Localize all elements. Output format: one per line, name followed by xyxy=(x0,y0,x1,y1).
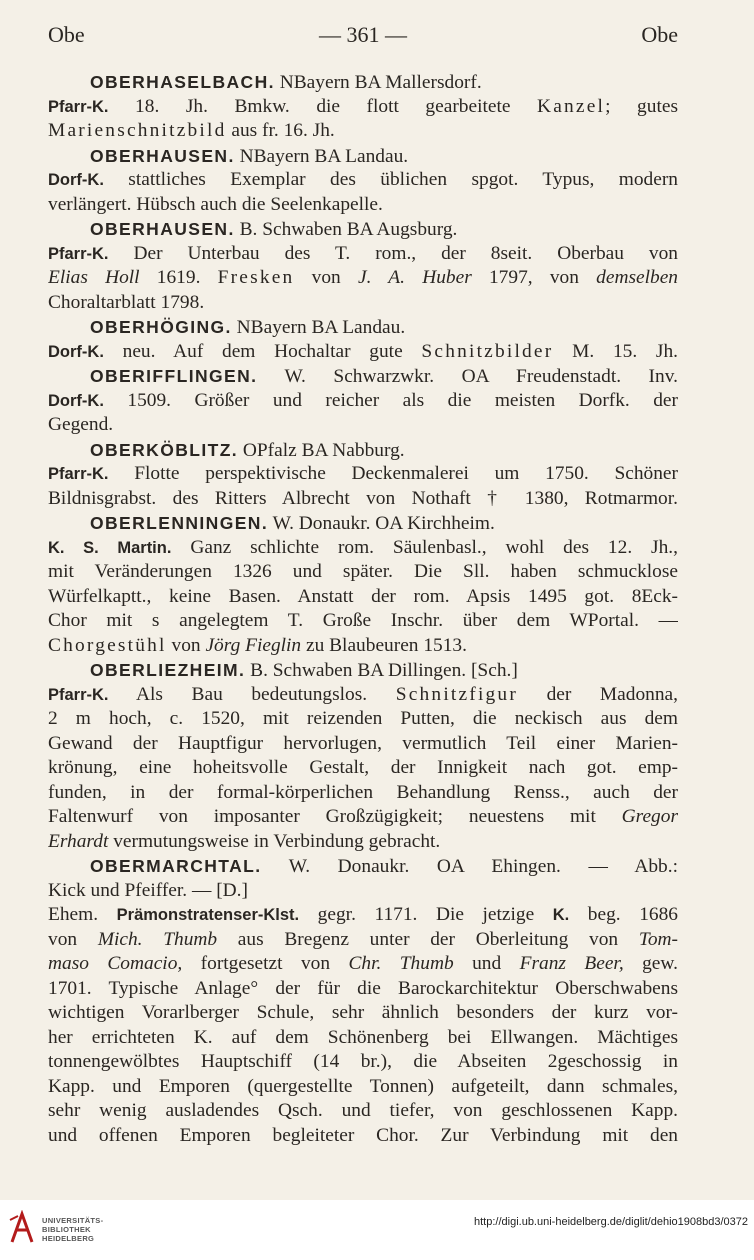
text-line xyxy=(48,952,678,977)
text-span: NBayern BA Landau. xyxy=(234,145,409,167)
text-line xyxy=(48,658,678,683)
text-span: mit Veränderungen 1326 und später. Die Sll. haben schmucklose xyxy=(48,561,678,582)
text-span: gegr. 1171. Die jetzige xyxy=(299,904,553,925)
text-span: Der Unterbau des T. rom., der 8seit. Oberbau von xyxy=(108,242,678,264)
building-label: K. xyxy=(552,906,570,924)
text-line xyxy=(48,609,678,634)
text-line xyxy=(48,1026,678,1051)
text-line xyxy=(48,1001,678,1026)
library-logo-icon xyxy=(8,1210,36,1244)
text-span: fortgesetzt von xyxy=(182,953,349,974)
text-span: Schnitzbilder xyxy=(421,340,554,362)
text-line xyxy=(48,928,678,953)
entry-text xyxy=(48,70,678,1148)
source-url[interactable]: http://digi.ub.uni-heidelberg.de/diglit/dehio1908bd3/0372 xyxy=(474,1216,748,1228)
building-label: Prämonstratenser-Klst. xyxy=(116,906,300,924)
text-span: Tom- xyxy=(638,928,678,950)
institution-name: UNIVERSITÄTS- BIBLIOTHEK HEIDELBERG xyxy=(42,1216,104,1243)
text-line xyxy=(48,903,678,928)
text-span: 18. Jh. Bmkw. die flott gearbeitete xyxy=(108,95,538,117)
text-span: maso Comacio, xyxy=(48,953,183,974)
text-span: Gewand der Hauptfigur hervorlugen, vermutlich Teil einer Marien- xyxy=(48,732,678,754)
text-line xyxy=(48,193,678,218)
text-span: Faltenwurf von imposanter Großzügigkeit; neuestens mit xyxy=(48,806,622,827)
text-span: Erhardt xyxy=(48,830,109,852)
text-span: von xyxy=(294,267,358,288)
text-span: krönung, eine hoheitsvolle Gestalt, der Innigkeit nach got. emp- xyxy=(48,757,678,778)
text-span: stattliches Exemplar des üblichen spgot. Typus, modern xyxy=(103,169,678,190)
text-span: 1701. Typische Anlage° der für die Barockarchitektur Oberschwabens xyxy=(48,977,678,999)
header-left: Obe xyxy=(48,22,85,47)
text-line xyxy=(48,756,678,781)
text-line xyxy=(48,977,678,1002)
text-span: Flotte perspektivische Deckenmalerei um 1750. Schöner xyxy=(108,463,678,484)
text-span: M. 15. Jh. xyxy=(553,340,678,362)
text-line xyxy=(48,95,678,120)
building-label: Dorf-K. xyxy=(48,171,104,189)
footer-bar xyxy=(0,1200,754,1260)
text-span: Marienschnitzbild xyxy=(48,120,227,141)
text-span: Chor mit s angelegtem T. Große Inschr. über dem WPortal. — xyxy=(48,610,678,631)
text-span: NBayern BA Mallersdorf. xyxy=(274,72,482,93)
building-label: Dorf-K. xyxy=(48,342,104,361)
text-span: Ehem. xyxy=(48,904,117,925)
text-line xyxy=(48,119,678,144)
text-line xyxy=(48,266,678,291)
text-span: J. A. Huber xyxy=(357,267,472,288)
text-span: 2 m hoch, c. 1520, mit reizenden Putten, die neckisch aus dem xyxy=(48,708,678,729)
text-line xyxy=(48,70,678,95)
text-span: zu Blaubeuren 1513. xyxy=(301,634,467,656)
text-line xyxy=(48,462,678,487)
text-span: Würfelkaptt., keine Basen. Anstatt der rom. Apsis 1495 got. 8Eck- xyxy=(48,585,678,607)
text-line xyxy=(48,413,678,438)
text-span: Als Bau bedeutungslos. xyxy=(108,683,396,705)
building-label: K. S. Martin. xyxy=(48,538,172,557)
place-heading: OBERLIEZHEIM. xyxy=(90,660,246,680)
text-line xyxy=(48,1075,678,1100)
place-heading: OBERMARCHTAL. xyxy=(90,856,262,876)
text-span: Bildnisgrabst. des Ritters Albrecht von Nothaft † 1380, Rotmarmor. xyxy=(48,487,678,509)
text-span: von xyxy=(48,928,98,950)
text-span: von xyxy=(166,634,206,656)
text-line xyxy=(48,168,678,193)
text-span: B. Schwaben BA Dillingen. [Sch.] xyxy=(245,660,518,681)
text-span: Fresken xyxy=(217,267,295,288)
text-line xyxy=(48,1124,678,1149)
text-span: W. Donaukr. OA Ehingen. — Abb.: xyxy=(261,856,678,877)
building-label: Pfarr-K. xyxy=(48,97,109,116)
text-line xyxy=(48,1050,678,1075)
header-right: Obe xyxy=(641,22,678,47)
place-heading: OBERHAUSEN. xyxy=(90,219,235,239)
text-span: Chr. Thumb xyxy=(348,953,454,974)
text-span: und offenen Emporen begleiteter Chor. Zur Verbindung mit den xyxy=(48,1124,678,1146)
text-line xyxy=(48,217,678,242)
text-line xyxy=(48,340,678,365)
text-span: 1797, von xyxy=(471,267,597,288)
text-line xyxy=(48,560,678,585)
text-span: Gregor xyxy=(621,806,678,827)
text-span: ; gutes xyxy=(605,95,678,117)
place-heading: OBERHÖGING. xyxy=(90,317,232,337)
text-span: beg. 1686 xyxy=(569,904,678,925)
text-span: wichtigen Vorarlberger Schule, sehr ähnlich besonders der kurz vor- xyxy=(48,1002,678,1023)
running-header xyxy=(48,22,678,56)
place-heading: OBERHASELBACH. xyxy=(90,72,275,92)
text-span: und xyxy=(453,953,520,974)
text-line xyxy=(48,291,678,316)
text-span: Schnitzfigur xyxy=(395,683,518,705)
text-span: NBayern BA Landau. xyxy=(231,317,406,338)
text-line xyxy=(48,511,678,536)
text-span: Kanzel xyxy=(537,95,606,117)
text-span: demselben xyxy=(596,267,678,288)
text-line xyxy=(48,389,678,414)
text-span: tonnengewölbtes Hauptschiff (14 br.), die Abseiten 2geschossig in xyxy=(48,1051,678,1072)
text-line xyxy=(48,805,678,830)
text-span: Ganz schlichte rom. Säulenbasl., wohl des 12. Jh., xyxy=(171,536,678,558)
text-line xyxy=(48,585,678,610)
building-label: Dorf-K. xyxy=(48,391,104,410)
text-span: Franz Beer, xyxy=(519,953,624,974)
text-span: OPfalz BA Nabburg. xyxy=(238,439,405,461)
text-span: Elias Holl xyxy=(48,267,140,288)
building-label: Pfarr-K. xyxy=(48,465,109,483)
text-span: Jörg Fieglin xyxy=(205,634,302,656)
text-span: funden, in der formal-körperlichen Behandlung Renss., auch der xyxy=(48,781,678,803)
text-line xyxy=(48,438,678,463)
text-span: neu. Auf dem Hochaltar gute xyxy=(103,340,422,362)
text-span: Kick und Pfeiffer. — [D.] xyxy=(48,879,248,901)
text-line xyxy=(48,879,678,904)
text-span: 1619. xyxy=(139,267,218,288)
text-span: W. Schwarzwkr. OA Freudenstadt. Inv. xyxy=(257,366,678,387)
text-span: 1509. Größer und reicher als die meisten Dorfk. der xyxy=(103,389,678,411)
text-span: aus Bregenz unter der Oberleitung von xyxy=(217,928,639,950)
text-line xyxy=(48,242,678,267)
text-span: Chorgestühl xyxy=(48,634,167,656)
text-line xyxy=(48,364,678,389)
text-line xyxy=(48,683,678,708)
text-span: B. Schwaben BA Augsburg. xyxy=(234,219,458,240)
text-line xyxy=(48,830,678,855)
building-label: Pfarr-K. xyxy=(48,685,109,704)
building-label: Pfarr-K. xyxy=(48,244,109,263)
text-span: aus fr. 16. Jh. xyxy=(226,120,335,141)
text-span: W. Donaukr. OA Kirchheim. xyxy=(268,513,495,534)
text-line xyxy=(48,144,678,169)
place-heading: OBERHAUSEN. xyxy=(90,145,235,166)
place-heading: OBERKÖBLITZ. xyxy=(90,439,239,460)
text-span: Mich. Thumb xyxy=(97,928,218,950)
text-span: sehr wenig ausladendes Qsch. und tiefer, von geschlossenen Kapp. xyxy=(48,1100,678,1121)
text-span: her errichteten K. auf dem Schönenberg bei Ellwangen. Mächtiges xyxy=(48,1026,678,1048)
text-span: der Madonna, xyxy=(518,683,678,705)
text-span: verlängert. Hübsch auch die Seelenkapelle. xyxy=(48,193,383,215)
text-span: Gegend. xyxy=(48,414,114,435)
text-span: Kapp. und Emporen (quergestellte Tonnen) aufgeteilt, dann schmales, xyxy=(48,1075,678,1097)
place-heading: OBERIFFLINGEN. xyxy=(90,366,258,386)
text-line xyxy=(48,1099,678,1124)
text-line xyxy=(48,487,678,512)
text-span: vermutungsweise in Verbindung gebracht. xyxy=(108,830,441,852)
text-span: gew. xyxy=(623,953,678,974)
page-number: — 361 — xyxy=(319,22,407,47)
place-heading: OBERLENNINGEN. xyxy=(90,513,269,533)
text-span: Choraltarblatt 1798. xyxy=(48,291,205,313)
text-line xyxy=(48,536,678,561)
text-line xyxy=(48,315,678,340)
text-line xyxy=(48,634,678,659)
text-line xyxy=(48,707,678,732)
text-line xyxy=(48,854,678,879)
text-line xyxy=(48,781,678,806)
text-line xyxy=(48,732,678,757)
